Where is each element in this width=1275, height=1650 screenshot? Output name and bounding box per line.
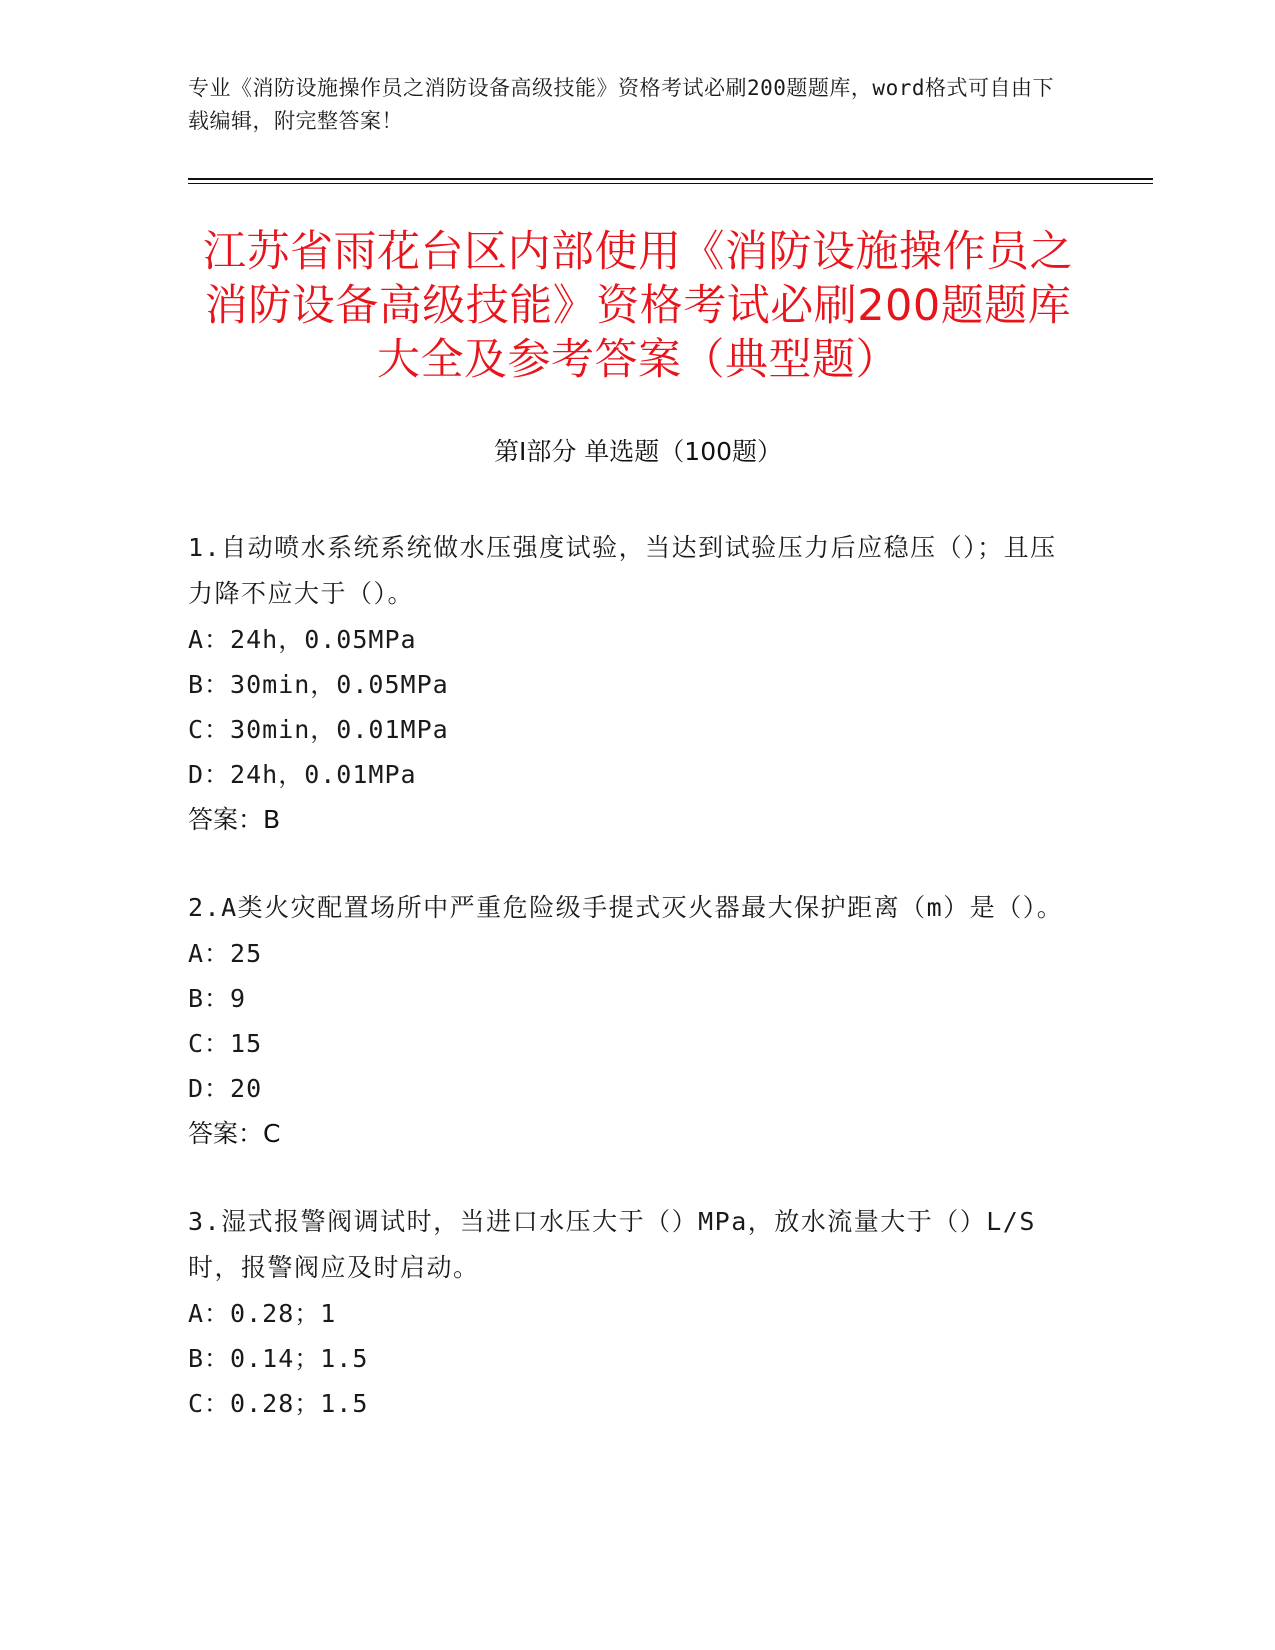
option-b: B：30min，0.05MPa [188, 670, 449, 699]
section-title: 第Ⅰ部分 单选题（100题） [493, 437, 783, 466]
option-b: B：9 [188, 984, 247, 1013]
option-a: A：0.28；1 [188, 1299, 337, 1328]
option-c: C：0.28；1.5 [188, 1389, 369, 1418]
option-c: C：15 [188, 1029, 263, 1058]
header-divider-thick [188, 178, 1153, 180]
question-stem: 1.自动喷水系统系统做水压强度试验，当达到试验压力后应稳压（）；且压力降不应大于（）。 [188, 533, 1057, 608]
question-list [188, 525, 1068, 1468]
option-c: C：30min，0.01MPa [188, 715, 449, 744]
answer: 答案：B [188, 805, 281, 834]
question-stem: 3.湿式报警阀调试时，当进口水压大于（）MPa，放水流量大于（）L/S时，报警阀应及时启动。 [188, 1207, 1036, 1282]
header-note: 专业《消防设施操作员之消防设备高级技能》资格考试必刷200题题库，word格式可自由下载编辑，附完整答案！ [188, 76, 1054, 133]
document-title: 江苏省雨花台区内部使用《消防设施操作员之消防设备高级技能》资格考试必刷200题题库大全及参考答案（典型题） [203, 227, 1073, 385]
question-1 [188, 525, 1068, 843]
question-3 [188, 1199, 1068, 1426]
question-stem: 2.A类火灾配置场所中严重危险级手提式灭火器最大保护距离（m）是（）。 [188, 893, 1064, 922]
header-divider-thin [188, 183, 1153, 184]
option-b: B：0.14；1.5 [188, 1344, 369, 1373]
question-2 [188, 885, 1068, 1157]
option-a: A：25 [188, 939, 263, 968]
option-d: D：20 [188, 1074, 263, 1103]
answer: 答案：C [188, 1119, 281, 1148]
option-a: A：24h，0.05MPa [188, 625, 417, 654]
option-d: D：24h，0.01MPa [188, 760, 417, 789]
